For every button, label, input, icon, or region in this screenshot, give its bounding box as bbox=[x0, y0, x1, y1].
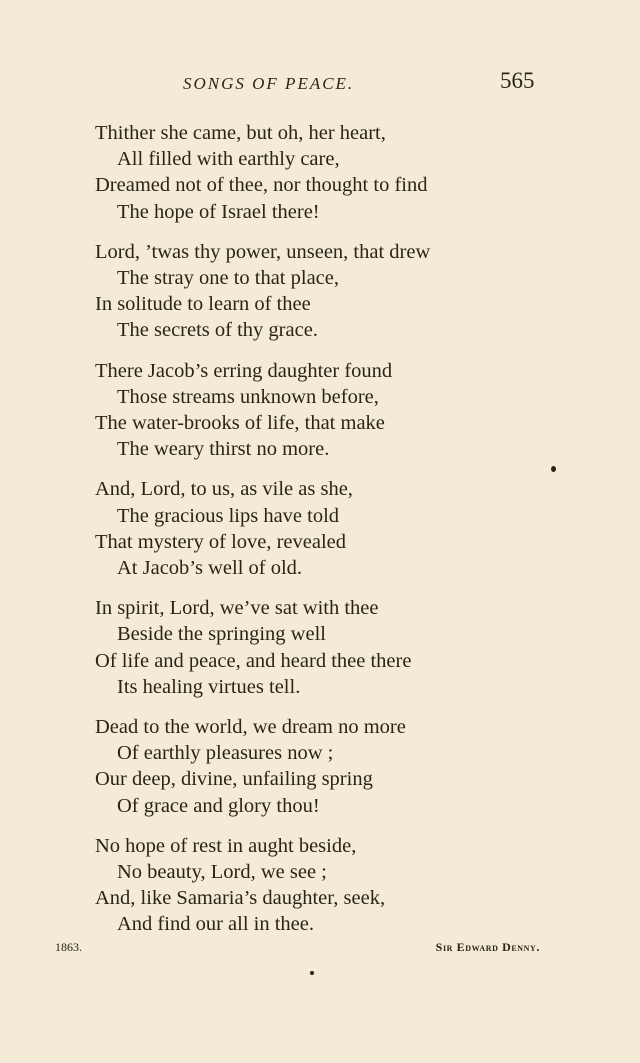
poem-line: The secrets of thy grace. bbox=[117, 319, 318, 342]
ink-speck bbox=[310, 971, 314, 975]
poem-line: The weary thirst no more. bbox=[117, 438, 330, 461]
poem-line: There Jacob’s erring daughter found bbox=[95, 359, 393, 382]
poem-line: And, Lord, to us, as vile as she, bbox=[95, 478, 353, 501]
poem-line: Dead to the world, we dream no more bbox=[95, 716, 406, 739]
poem-line: Of grace and glory thou! bbox=[117, 794, 320, 817]
poem-line: No beauty, Lord, we see ; bbox=[117, 861, 327, 884]
author-name: Sir Edward Denny. bbox=[435, 940, 540, 954]
attribution bbox=[55, 940, 540, 960]
poem-line: Those streams unknown before, bbox=[117, 385, 379, 408]
poem-line: Beside the springing well bbox=[117, 623, 326, 646]
poem-line: Thither she came, but oh, her heart, bbox=[95, 122, 386, 144]
stanza bbox=[95, 714, 525, 819]
poem-line: At Jacob’s well of old. bbox=[117, 557, 303, 580]
poem-line: In spirit, Lord, we’ve sat with thee bbox=[95, 597, 379, 620]
page-number: 565 bbox=[500, 68, 535, 93]
stanza bbox=[95, 239, 525, 344]
poem-line: And find our all in thee. bbox=[117, 913, 314, 936]
poem-line: Dreamed not of thee, nor thought to find bbox=[95, 174, 428, 197]
stanza bbox=[95, 476, 525, 581]
poem-line: All filled with earthly care, bbox=[117, 148, 340, 171]
running-title: SONGS OF PEACE. bbox=[183, 74, 355, 93]
stanza bbox=[95, 833, 525, 938]
poem-line: Lord, ’twas thy power, unseen, that drew bbox=[95, 240, 431, 263]
poem-line: Our deep, divine, unfailing spring bbox=[95, 768, 373, 791]
poem-line: Its healing virtues tell. bbox=[117, 675, 301, 698]
poem bbox=[95, 120, 525, 952]
poem-line: The stray one to that place, bbox=[117, 267, 339, 290]
year: 1863. bbox=[55, 940, 82, 954]
stanza bbox=[95, 358, 525, 463]
poem-line: The gracious lips have told bbox=[117, 504, 340, 527]
stanza bbox=[95, 120, 525, 225]
ink-speck bbox=[551, 466, 556, 472]
poem-line: And, like Samaria’s daughter, seek, bbox=[95, 887, 386, 910]
stanza bbox=[95, 595, 525, 700]
poem-line: In solitude to learn of thee bbox=[95, 293, 311, 316]
poem-line: The hope of Israel there! bbox=[117, 200, 320, 223]
poem-line: That mystery of love, revealed bbox=[95, 530, 347, 553]
poem-line: The water-brooks of life, that make bbox=[95, 412, 385, 435]
poem-line: No hope of rest in aught beside, bbox=[95, 834, 357, 857]
poem-line: Of life and peace, and heard thee there bbox=[95, 649, 412, 672]
poem-line: Of earthly pleasures now ; bbox=[117, 742, 334, 765]
